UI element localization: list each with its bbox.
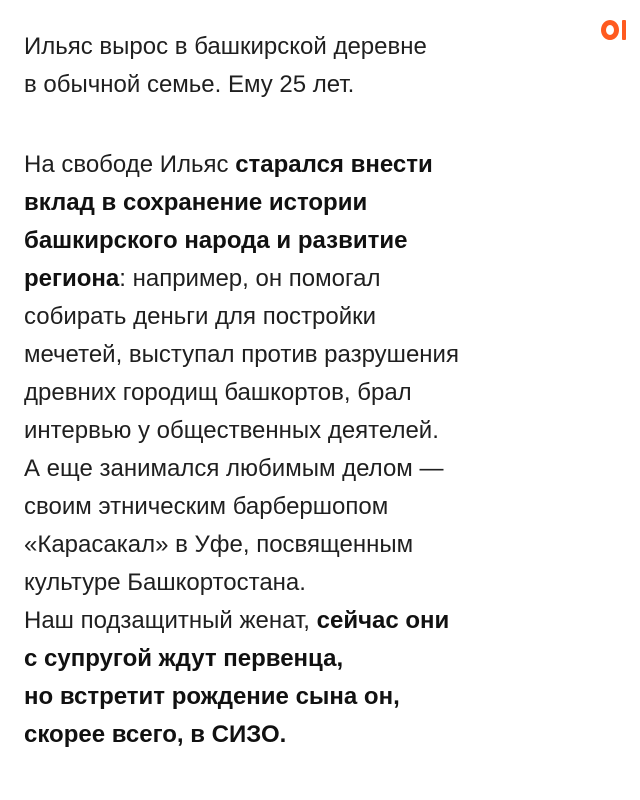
paragraph-intro (24, 28, 584, 104)
text-line: интервью у общественных деятелей. (24, 417, 439, 444)
text-line (24, 602, 584, 640)
text-bold: башкирского народа и развитие (24, 227, 408, 254)
text-line: Ильяс вырос в башкирской деревне (24, 33, 427, 60)
logo-bar-icon (622, 20, 626, 40)
text-line: «Карасакал» в Уфе, посвященным (24, 531, 414, 558)
text-line: своим этническим барбершопом (24, 493, 389, 520)
text-line (24, 640, 584, 678)
text-bold: скорее всего, в СИЗО. (24, 721, 287, 748)
text-line (24, 146, 584, 184)
text-bold: но встретит рождение сына он, (24, 683, 400, 710)
text-bold: вклад в сохранение истории (24, 189, 368, 216)
text-bold: с супругой ждут первенца, (24, 645, 344, 672)
logo-circle-icon (601, 20, 619, 40)
text-line: А еще занимался любимым делом — (24, 455, 444, 482)
text-line: древних городищ башкортов, брал (24, 379, 412, 406)
text-line (24, 678, 584, 716)
brand-logo-icon (601, 20, 626, 40)
paragraph-spacer (24, 104, 584, 146)
text-line: культуре Башкортостана. (24, 569, 306, 596)
text-normal: Наш подзащитный женат, (24, 607, 317, 634)
text-normal: : например, он помогал (119, 265, 381, 292)
article-text (24, 28, 584, 754)
text-line (24, 260, 584, 298)
text-line: в обычной семье. Ему 25 лет. (24, 71, 355, 98)
text-line (24, 222, 584, 260)
text-line: мечетей, выступал против разрушения (24, 341, 459, 368)
text-line (24, 184, 584, 222)
text-line (24, 716, 584, 754)
text-bold: региона (24, 265, 120, 292)
text-line: собирать деньги для постройки (24, 303, 377, 330)
text-normal: На свободе Ильяс (24, 151, 236, 178)
text-bold: сейчас они (316, 607, 450, 634)
paragraph-main (24, 146, 584, 754)
text-bold: старался внести (235, 151, 433, 178)
